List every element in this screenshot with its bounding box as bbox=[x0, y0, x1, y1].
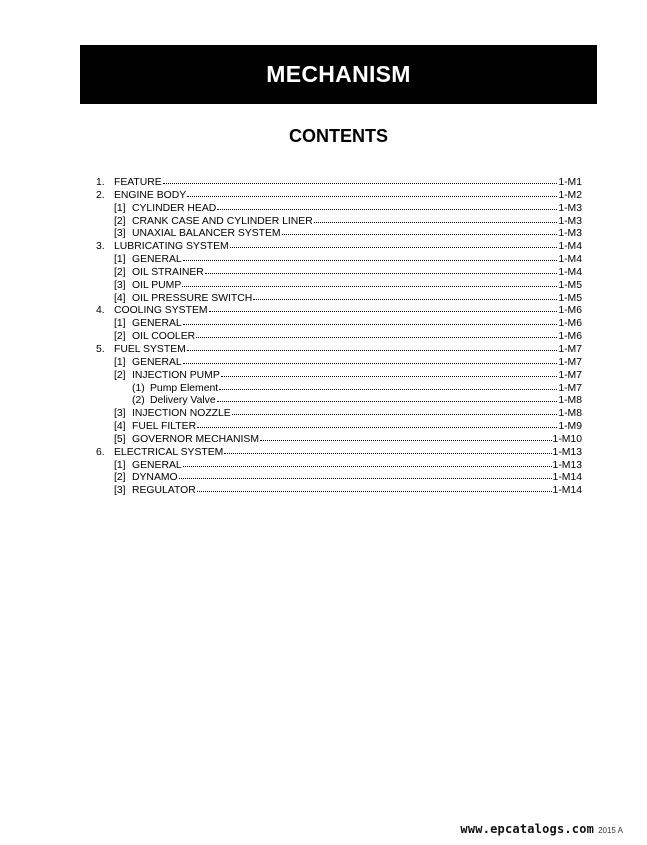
toc-entry-label: GENERAL bbox=[132, 459, 182, 471]
toc-entry-label: Delivery Valve bbox=[150, 395, 216, 407]
toc-dot-leader bbox=[219, 380, 557, 390]
toc-dot-leader bbox=[163, 174, 558, 184]
toc-entry-number: [3] bbox=[114, 485, 126, 497]
toc-entry-number: [2] bbox=[114, 215, 126, 227]
toc-entry-page: 1-M7 bbox=[558, 343, 582, 355]
toc-dot-leader bbox=[253, 290, 557, 300]
toc-entry-number: [1] bbox=[114, 318, 126, 330]
toc-entry-label: REGULATOR bbox=[132, 485, 196, 497]
toc-entry-number: [3] bbox=[114, 279, 126, 291]
toc-entry-number: [3] bbox=[114, 228, 126, 240]
toc-entry-page: 1-M6 bbox=[558, 305, 582, 317]
toc-entry-page: 1-M8 bbox=[558, 395, 582, 407]
toc-entry-page: 1-M10 bbox=[552, 433, 582, 445]
toc-entry-page: 1-M7 bbox=[558, 356, 582, 368]
toc-dot-leader bbox=[182, 277, 557, 287]
toc-entry-number: [3] bbox=[114, 408, 126, 420]
toc-dot-leader bbox=[224, 444, 551, 454]
page-footer bbox=[460, 822, 623, 836]
toc-entry[interactable] bbox=[96, 483, 582, 496]
toc-entry-label: OIL PRESSURE SWITCH bbox=[132, 292, 253, 304]
toc-entry-page: 1-M7 bbox=[558, 382, 582, 394]
toc-entry-label: LUBRICATING SYSTEM bbox=[114, 241, 229, 253]
toc-entry-number: [5] bbox=[114, 433, 126, 445]
toc-entry-number: [1] bbox=[114, 356, 126, 368]
toc-entry-number: 5. bbox=[96, 343, 105, 355]
toc-dot-leader bbox=[196, 328, 557, 338]
toc-dot-leader bbox=[232, 405, 558, 415]
toc-dot-leader bbox=[183, 251, 558, 261]
toc-entry-number: [1] bbox=[114, 459, 126, 471]
toc-dot-leader bbox=[187, 341, 558, 351]
toc-entry-label: COOLING SYSTEM bbox=[114, 305, 208, 317]
toc-entry-page: 1-M9 bbox=[558, 421, 582, 433]
toc-dot-leader bbox=[197, 418, 557, 428]
toc-entry-label: OIL PUMP bbox=[132, 279, 182, 291]
toc-dot-leader bbox=[187, 187, 557, 197]
toc-entry-number: 1. bbox=[96, 177, 105, 188]
table-of-contents bbox=[96, 175, 582, 496]
toc-entry-number: 2. bbox=[96, 189, 105, 201]
toc-dot-leader bbox=[183, 457, 552, 467]
section-header-band bbox=[80, 45, 597, 104]
toc-entry-label: GOVERNOR MECHANISM bbox=[132, 433, 260, 445]
toc-entry-label: GENERAL bbox=[132, 356, 182, 368]
toc-entry-number: [2] bbox=[114, 266, 126, 278]
toc-entry-number: [2] bbox=[114, 331, 126, 343]
toc-entry-page: 1-M5 bbox=[558, 292, 582, 304]
toc-entry-page: 1-M1 bbox=[558, 177, 582, 188]
toc-entry-label: GENERAL bbox=[132, 318, 182, 330]
toc-dot-leader bbox=[197, 482, 552, 492]
toc-entry-number: [2] bbox=[114, 472, 126, 484]
toc-entry-label: GENERAL bbox=[132, 254, 182, 266]
toc-entry-page: 1-M3 bbox=[558, 228, 582, 240]
toc-dot-leader bbox=[230, 238, 558, 248]
toc-dot-leader bbox=[183, 354, 558, 364]
toc-dot-leader bbox=[260, 431, 552, 441]
toc-entry-number: [4] bbox=[114, 292, 126, 304]
toc-entry-number: (1) bbox=[132, 382, 145, 394]
toc-entry-label: UNAXIAL BALANCER SYSTEM bbox=[132, 228, 281, 240]
toc-entry-number: [1] bbox=[114, 202, 126, 214]
toc-entry-page: 1-M4 bbox=[558, 241, 582, 253]
toc-entry-label: FUEL SYSTEM bbox=[114, 343, 186, 355]
toc-entry-page: 1-M8 bbox=[558, 408, 582, 420]
contents-heading: CONTENTS bbox=[289, 126, 388, 146]
toc-entry-number: 3. bbox=[96, 241, 105, 253]
toc-entry-label: CRANK CASE AND CYLINDER LINER bbox=[132, 215, 313, 227]
toc-dot-leader bbox=[179, 469, 552, 479]
toc-entry-number: [2] bbox=[114, 369, 126, 381]
watermark-url: www.epcatalogs.com bbox=[460, 822, 595, 836]
toc-entry-page: 1-M6 bbox=[558, 331, 582, 343]
toc-entry-page: 1-M14 bbox=[552, 472, 582, 484]
toc-dot-leader bbox=[205, 264, 558, 274]
toc-entry-label: INJECTION NOZZLE bbox=[132, 408, 231, 420]
toc-entry-page: 1-M7 bbox=[558, 369, 582, 381]
toc-entry-label: OIL STRAINER bbox=[132, 266, 204, 278]
toc-entry-label: FUEL FILTER bbox=[132, 421, 197, 433]
toc-entry-label: Pump Element bbox=[150, 382, 219, 394]
toc-entry-number: [4] bbox=[114, 421, 126, 433]
toc-entry-label: ENGINE BODY bbox=[114, 189, 187, 201]
toc-entry-page: 1-M3 bbox=[558, 202, 582, 214]
toc-entry-number: 4. bbox=[96, 305, 105, 317]
toc-entry-page: 1-M13 bbox=[552, 459, 582, 471]
toc-dot-leader bbox=[209, 302, 558, 312]
toc-dot-leader bbox=[282, 225, 558, 235]
toc-entry-label: INJECTION PUMP bbox=[132, 369, 220, 381]
toc-entry-label: OIL COOLER bbox=[132, 331, 196, 343]
toc-entry-page: 1-M4 bbox=[558, 254, 582, 266]
toc-entry-number: 6. bbox=[96, 446, 105, 458]
toc-dot-leader bbox=[183, 315, 558, 325]
toc-entry-label: FEATURE bbox=[114, 177, 162, 188]
toc-entry-label: CYLINDER HEAD bbox=[132, 202, 217, 214]
toc-entry-number: (2) bbox=[132, 395, 145, 407]
toc-dot-leader bbox=[217, 200, 557, 210]
toc-entry-page: 1-M14 bbox=[552, 485, 582, 497]
toc-entry-page: 1-M3 bbox=[558, 215, 582, 227]
toc-dot-leader bbox=[217, 392, 558, 402]
toc-entry-page: 1-M2 bbox=[558, 189, 582, 201]
toc-entry-number: [1] bbox=[114, 254, 126, 266]
toc-dot-leader bbox=[314, 213, 558, 223]
toc-entry-page: 1-M4 bbox=[558, 266, 582, 278]
toc-entry-page: 1-M5 bbox=[558, 279, 582, 291]
toc-entry-page: 1-M13 bbox=[552, 446, 582, 458]
issue-label: 2015 A bbox=[598, 826, 623, 835]
toc-entry-label: ELECTRICAL SYSTEM bbox=[114, 446, 224, 458]
section-title: MECHANISM bbox=[266, 61, 411, 87]
toc-dot-leader bbox=[221, 367, 558, 377]
toc-entry-label: DYNAMO bbox=[132, 472, 178, 484]
toc-entry-page: 1-M6 bbox=[558, 318, 582, 330]
